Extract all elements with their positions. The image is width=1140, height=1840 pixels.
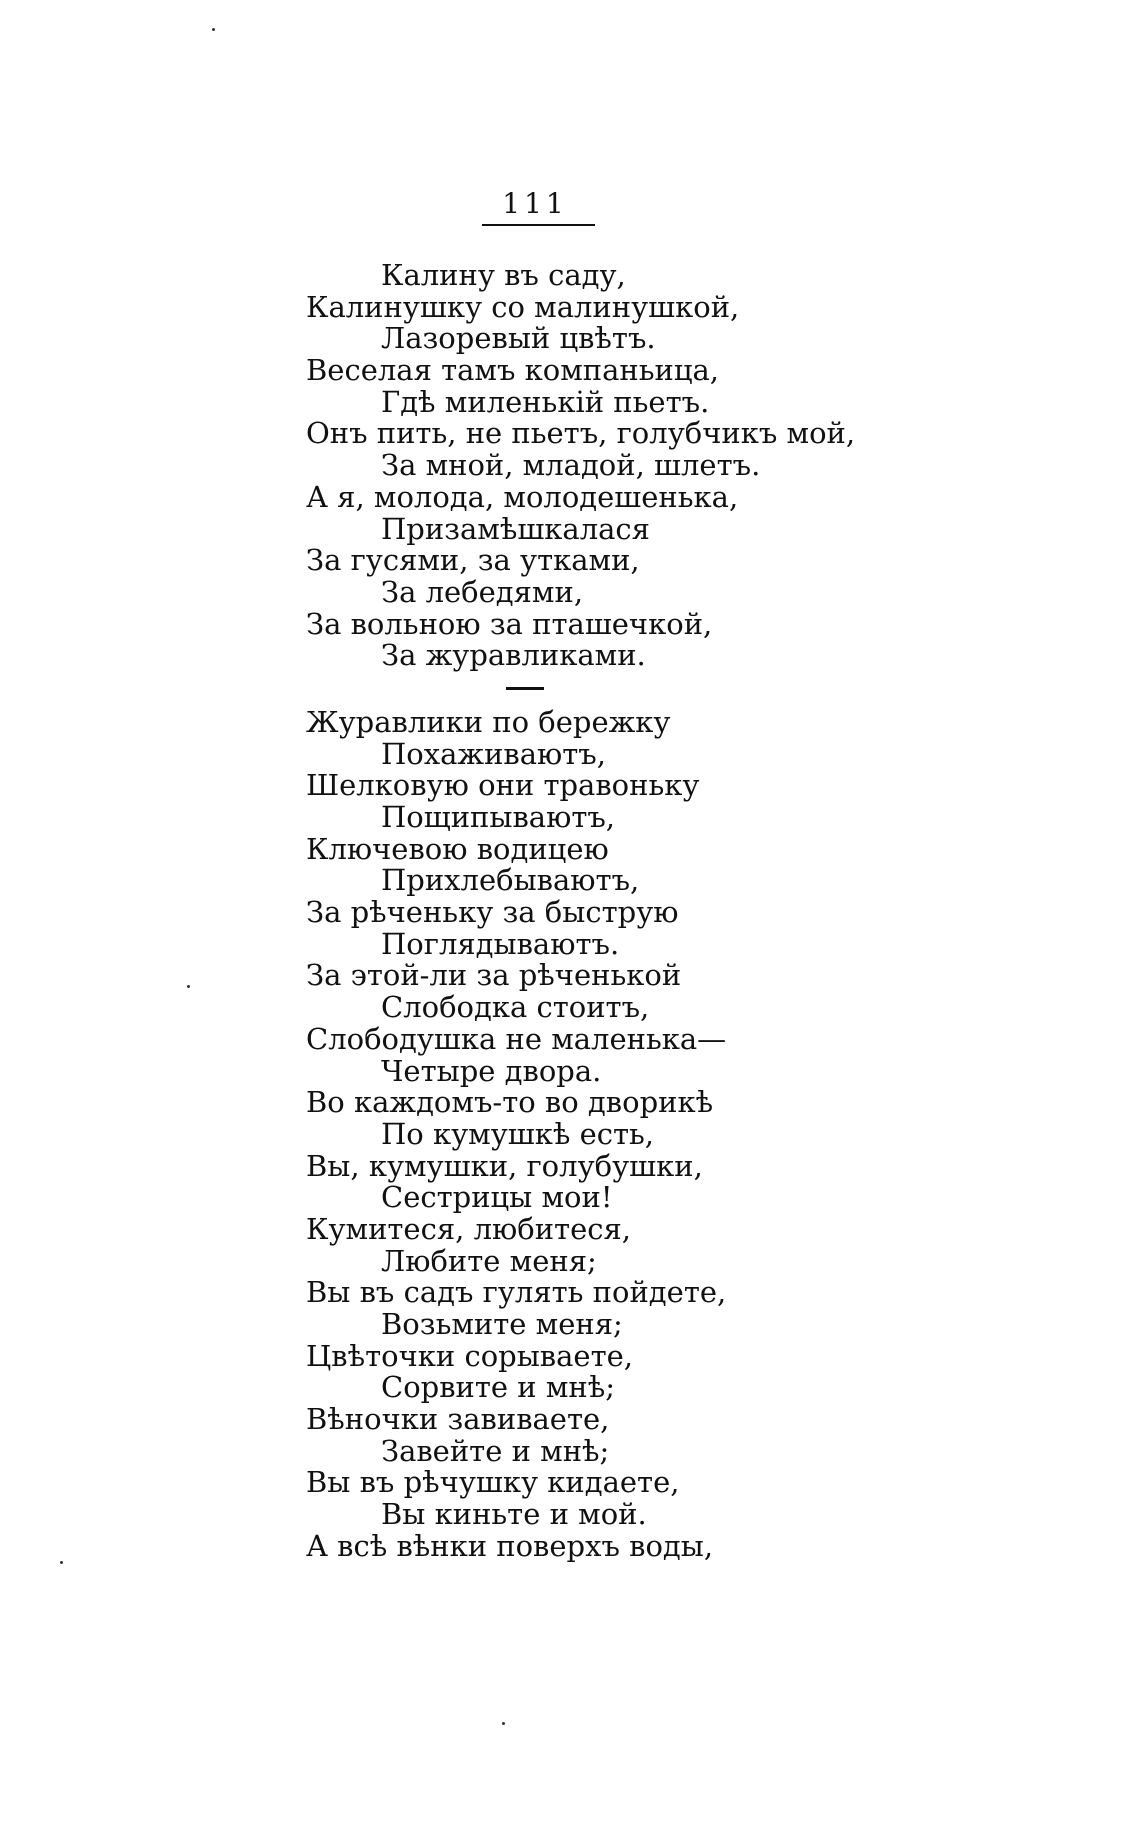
page-number: 111 bbox=[502, 187, 568, 220]
poem-line: Любите меня; bbox=[381, 1243, 597, 1278]
poem-line: Кумитеся, любитеся, bbox=[306, 1211, 631, 1246]
poem-line: Вы, кумушки, голубушки, bbox=[306, 1148, 703, 1183]
poem-line: Возьмите меня; bbox=[381, 1307, 623, 1341]
poem-line: Пощипываютъ, bbox=[381, 800, 616, 834]
poem-line: Лазоревый цвѣтъ. bbox=[381, 321, 656, 356]
poem-line: Поглядываютъ. bbox=[381, 926, 620, 961]
scan-speck bbox=[187, 985, 190, 988]
poem-text bbox=[306, 260, 1026, 1563]
poem-line: За рѣченьку за быструю bbox=[306, 895, 679, 930]
poem-line: Слободка стоитъ, bbox=[381, 990, 650, 1025]
poem-line: Вѣночки завиваете, bbox=[306, 1402, 610, 1437]
poem-line: Во каждомъ-то во дворикѣ bbox=[306, 1085, 714, 1120]
poem-line: Сорвите и мнѣ; bbox=[381, 1370, 615, 1405]
poem-line: Цвѣточки сорываете, bbox=[306, 1338, 634, 1373]
poem-line: Четыре двора. bbox=[381, 1053, 602, 1088]
scan-speck bbox=[502, 1722, 505, 1725]
poem-line: А всѣ вѣнки поверхъ воды, bbox=[306, 1528, 714, 1563]
poem-line: Шелковую они травоньку bbox=[306, 768, 700, 803]
poem-line: За мной, младой, шлетъ. bbox=[381, 448, 761, 483]
poem-line: Веселая тамъ компаньица, bbox=[306, 353, 720, 388]
poem-line: А я, молода, молодешенька, bbox=[306, 479, 739, 514]
scan-speck bbox=[60, 1561, 63, 1564]
poem-line: Вы въ садъ гулять пойдете, bbox=[306, 1275, 727, 1310]
poem-line: За гусями, за утками, bbox=[306, 543, 640, 578]
poem-line: За вольною за пташечкой, bbox=[306, 606, 713, 641]
poem-line: За журавликами. bbox=[381, 638, 646, 673]
poem-line: Сестрицы мои! bbox=[381, 1180, 613, 1215]
poem-line: Ключевою водицею bbox=[306, 831, 609, 866]
header-rule bbox=[482, 224, 595, 226]
poem-line: Похаживаютъ, bbox=[381, 736, 606, 771]
poem-line: Журавлики по бережку bbox=[306, 704, 671, 739]
poem-line: Гдѣ миленькій пьетъ. bbox=[381, 384, 710, 419]
poem-line: За лебедями, bbox=[381, 574, 584, 609]
stanza bbox=[306, 704, 1026, 1563]
stanza bbox=[306, 260, 1026, 672]
poem-line: Калину въ саду, bbox=[381, 258, 626, 292]
poem-line: Вы киньте и мой. bbox=[381, 1497, 647, 1532]
poem-line: Слободушка не маленька— bbox=[306, 1021, 727, 1056]
poem-line: Вы въ рѣчушку кидаете, bbox=[306, 1465, 680, 1500]
poem-line: Калинушку со малинушкой, bbox=[306, 289, 740, 324]
poem-line: Призамѣшкалася bbox=[381, 511, 650, 546]
poem-line: Прихлебываютъ, bbox=[381, 863, 640, 898]
poem-line: Завейте и мнѣ; bbox=[381, 1433, 610, 1468]
stanza-divider-dash bbox=[506, 687, 544, 690]
scan-speck bbox=[212, 28, 215, 31]
poem-line: По кумушкѣ есть, bbox=[381, 1116, 655, 1151]
poem-line: За этой-ли за рѣченькой bbox=[306, 958, 682, 993]
stanza-divider bbox=[306, 672, 1026, 707]
poem-line: Онъ пить, не пьетъ, голубчикъ мой, bbox=[306, 416, 856, 451]
